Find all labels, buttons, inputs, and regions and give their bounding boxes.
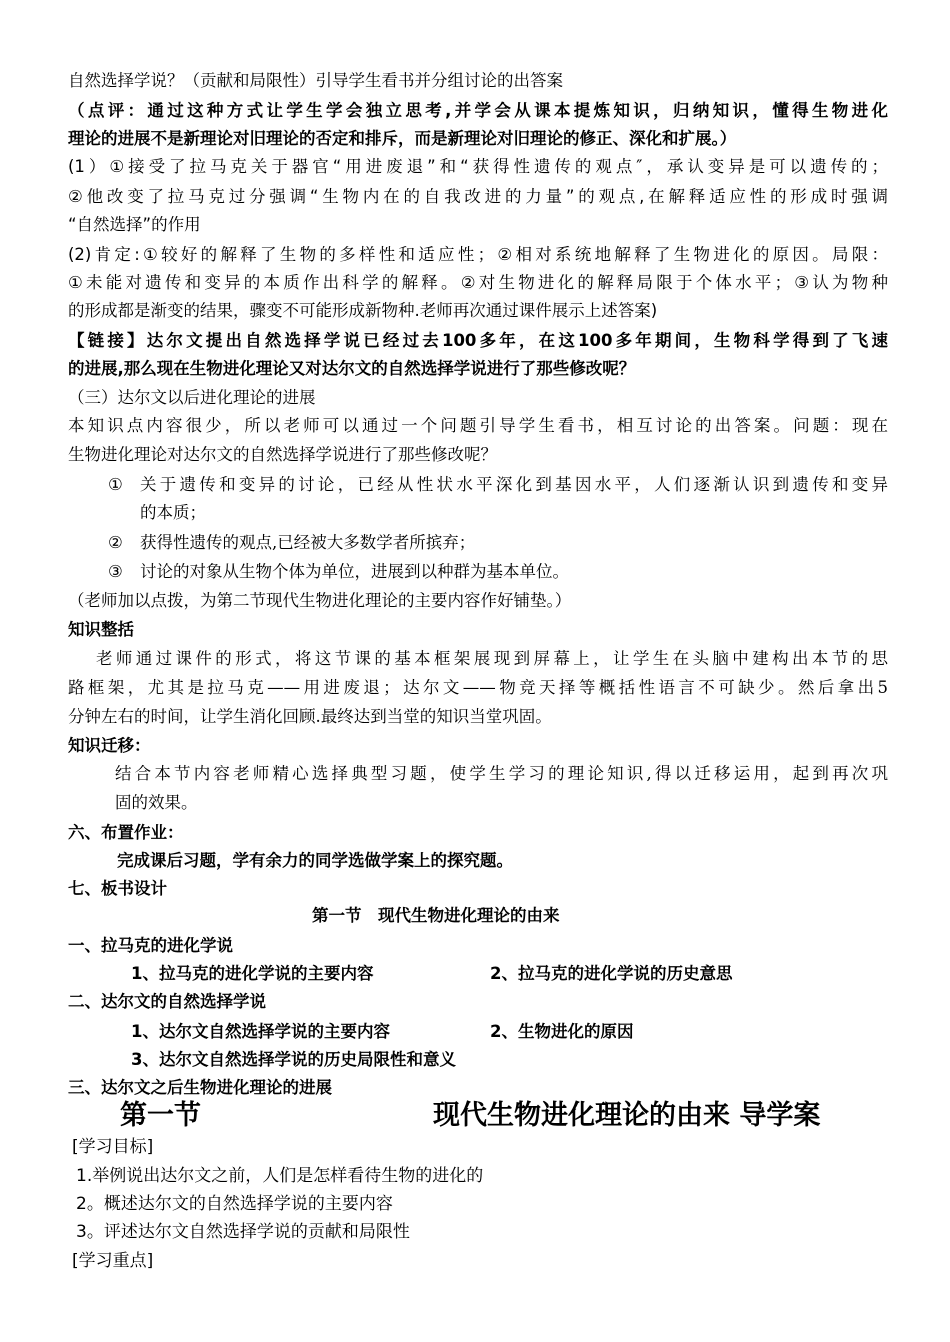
summary-line-3: 分钟左右的时间，让学生消化回顾.最终达到当堂的知识当堂巩固。	[68, 707, 552, 726]
board-design-heading: 七、板书设计	[68, 879, 167, 898]
guide-title-left: 第一节	[120, 1100, 201, 1131]
board-section-2-item-2: 2、生物进化的原因	[490, 1022, 634, 1041]
board-title: 第一节 现代生物进化理论的由来	[312, 906, 560, 925]
list-item-text-cont: 的本质；	[140, 503, 206, 522]
goal-item-1: 1.举例说出达尔文之前，人们是怎样看待生物的进化的	[76, 1166, 484, 1186]
summary-line-2: 路框架，尤其是拉马克——用进废退；达尔文——物竞天择等概括性语言不可缺少。然后拿出5	[68, 678, 888, 697]
comment-line-2: 理论的进展不是新理论对旧理论的否定和排斥，而是新理论对旧理论的修正、深化和扩展。）	[68, 129, 737, 148]
list-item-number: ③	[108, 562, 123, 581]
board-section-2-item-1: 1、达尔文自然选择学说的主要内容	[131, 1022, 390, 1041]
list-item	[108, 471, 888, 527]
homework-text: 完成课后习题，学有余力的同学选做学案上的探究题。	[117, 851, 513, 870]
link-line-1: 【链接】达尔文提出自然选择学说已经过去100多年，在这100多年期间，生物科学得到了飞速	[68, 331, 888, 350]
answer1-line-3: “自然选择”的作用	[68, 215, 201, 234]
board-section-2-item-3: 3、达尔文自然选择学说的历史局限性和意义	[131, 1050, 456, 1069]
list-item-text: 关于遗传和变异的讨论，已经从性状水平深化到基因水平，人们逐渐认识到遗传和变异	[140, 475, 888, 494]
board-section-3: 三、达尔文之后生物进化理论的进展	[68, 1078, 332, 1097]
answer1-line-2: ②他改变了拉马克过分强调“生物内在的自我改进的力量”的观点,在解释适应性的形成时强调	[68, 187, 888, 206]
key-points-heading: [学习重点]	[72, 1251, 154, 1271]
board-section-1: 一、拉马克的进化学说	[68, 936, 233, 955]
transfer-line-2: 固的效果。	[115, 793, 198, 812]
list-item	[108, 529, 888, 557]
board-section-2: 二、达尔文的自然选择学说	[68, 992, 266, 1011]
answer1-line-1: (1）①接受了拉马克关于器官“用进废退”和“获得性遗传的观点″，承认变异是可以遗传的；	[68, 157, 888, 176]
section3-heading: （三）达尔文以后进化理论的进展	[68, 388, 316, 407]
homework-heading: 六、布置作业：	[68, 823, 184, 842]
list-item-number: ②	[108, 533, 123, 552]
teacher-note: （老师加以点拨，为第二节现代生物进化理论的主要内容作好铺垫。）	[68, 591, 572, 610]
summary-heading: 知识整括	[68, 620, 134, 639]
answer2-line-2: ①未能对遗传和变异的本质作出科学的解释。②对生物进化的解释局限于个体水平；③认为物种	[68, 273, 888, 292]
intro-line: 自然选择学说？（贡献和局限性）引导学生看书并分组讨论的出答案	[68, 71, 563, 90]
list-item-number: ①	[108, 475, 123, 494]
goal-item-2: 2。概述达尔文的自然选择学说的主要内容	[76, 1194, 393, 1214]
board-section-1-item-1: 1、拉马克的进化学说的主要内容	[131, 964, 374, 983]
list-item	[108, 558, 888, 586]
goal-item-3: 3。评述达尔文自然选择学说的贡献和局限性	[76, 1222, 410, 1242]
link-line-2: 的进展,那么现在生物进化理论又对达尔文的自然选择学说进行了那些修改呢？	[68, 359, 636, 378]
summary-line-1: 老师通过课件的形式，将这节课的基本框架展现到屏幕上，让学生在头脑中建构出本节的思	[96, 649, 888, 668]
board-section-1-item-2: 2、拉马克的进化学说的历史意思	[490, 964, 733, 983]
list-item-text: 讨论的对象从生物个体为单位，进展到以种群为基本单位。	[140, 562, 569, 581]
section3-para-line-2: 生物进化理论对达尔文的自然选择学说进行了那些修改呢？	[68, 445, 497, 464]
goals-heading: [学习目标]	[72, 1137, 154, 1157]
list-item-text: 获得性遗传的观点,已经被大多数学者所摈弃；	[140, 533, 476, 552]
answer2-line-1: (2)肯定:①较好的解释了生物的多样性和适应性；②相对系统地解释了生物进化的原因。局限：	[68, 245, 888, 264]
transfer-heading: 知识迁移：	[68, 736, 151, 755]
answer2-line-3: 的形成都是渐变的结果，骤变不可能形成新物种.老师再次通过课件展示上述答案)	[68, 301, 658, 320]
guide-title-right: 现代生物进化理论的由来 导学案	[433, 1100, 821, 1131]
comment-line-1: （点评：通过这种方式让学生学会独立思考,并学会从课本提炼知识，归纳知识，懂得生物进化	[68, 101, 888, 120]
transfer-line-1: 结合本节内容老师精心选择典型习题，使学生学习的理论知识,得以迁移运用，起到再次巩	[115, 764, 888, 783]
section3-para-line-1: 本知识点内容很少，所以老师可以通过一个问题引导学生看书，相互讨论的出答案。问题：现在	[68, 416, 888, 435]
